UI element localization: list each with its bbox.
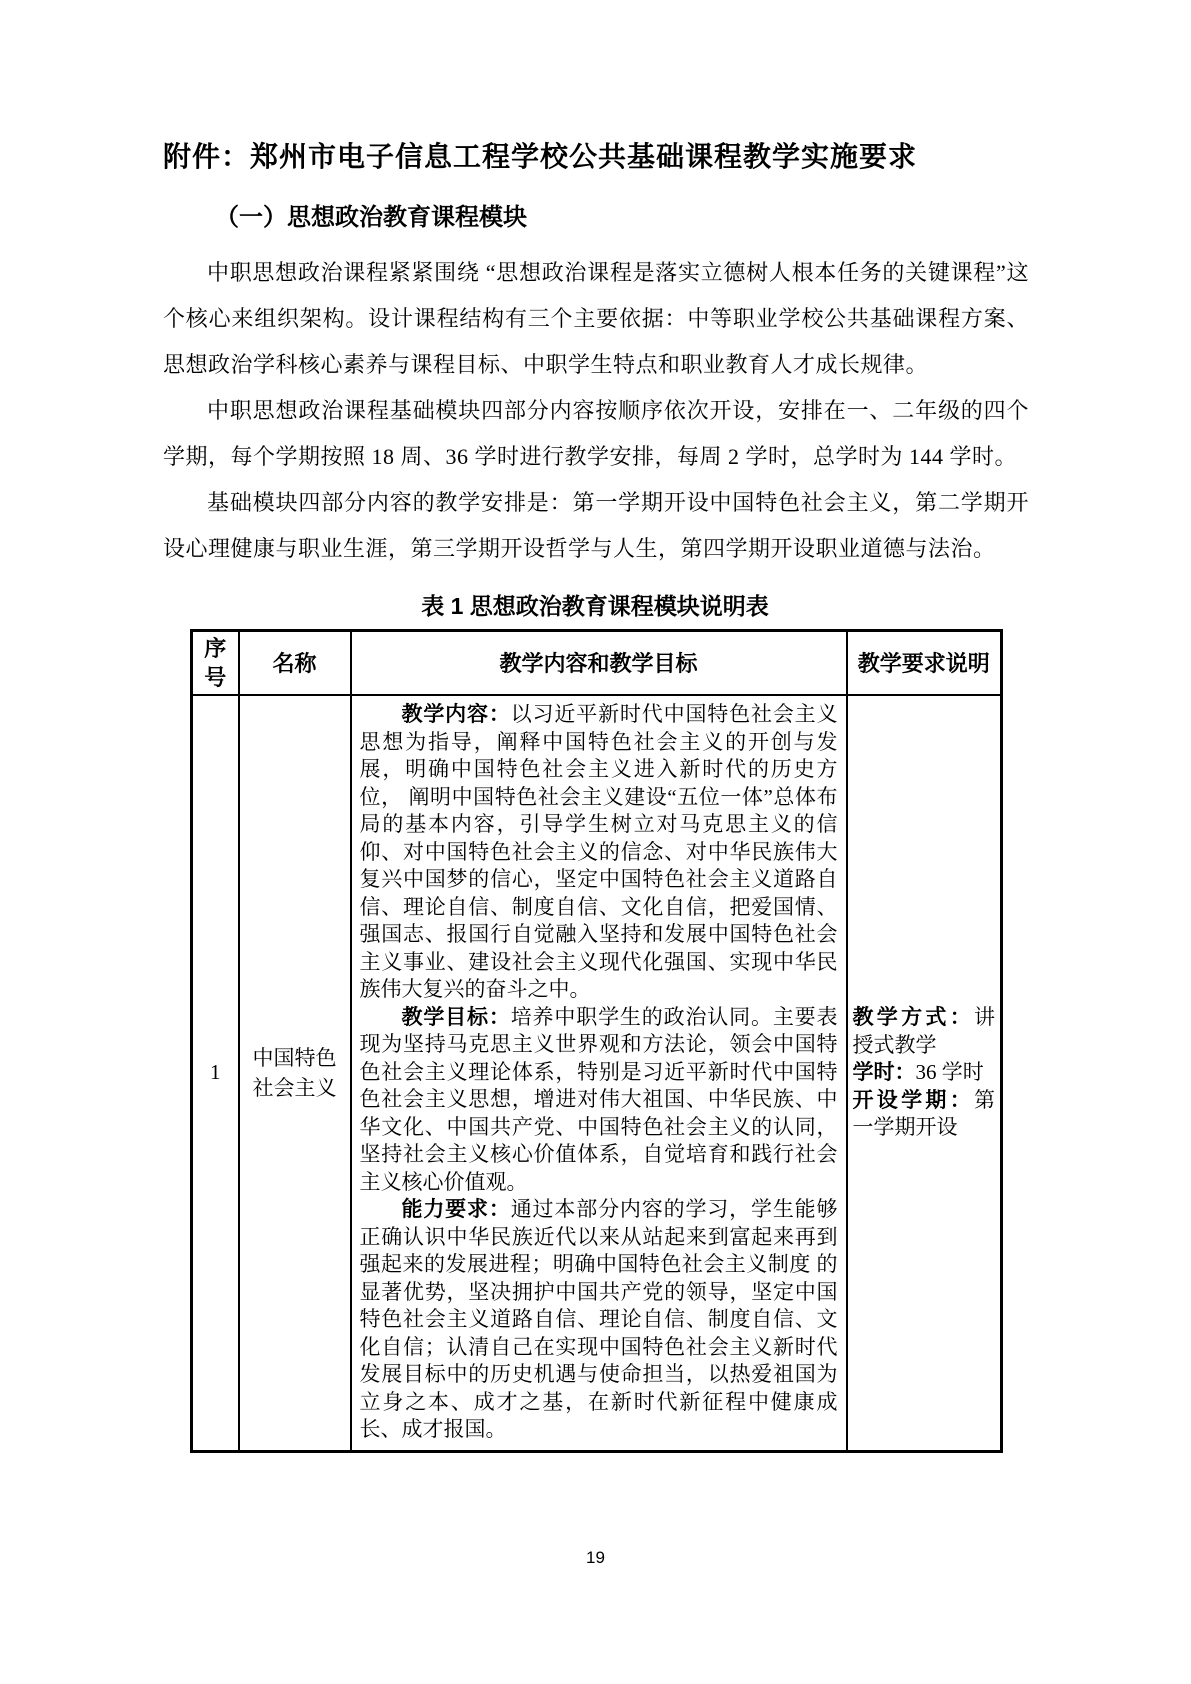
page-title: 附件：郑州市电子信息工程学校公共基础课程教学实施要求 [163, 141, 918, 172]
cell-course-name: 中国特色社会主义 [239, 695, 351, 1451]
body-paragraphs [163, 250, 1029, 572]
teaching-objectives-text: 培养中职学生的政治认同。主要表现为坚持马克思主义世界观和方法论，领会中国特色社会主义理论体系，特别是习近平新时代中国特色社会主义思想，增进对伟大祖国、中华民族、中华文化、中国共产党、中国特色社会主义的认同，坚持社会主义核心价值体系，自觉培育和践行社会主义核心价值观。 [359, 1004, 838, 1194]
requirement-teaching-method [853, 1004, 996, 1059]
paragraph: 基础模块四部分内容的教学安排是：第一学期开设中国特色社会主义，第二学期开设心理健康与职业生涯，第三学期开设哲学与人生，第四学期开设职业道德与法治。 [163, 490, 1029, 561]
paragraph: 中职思想政治课程紧紧围绕 “思想政治课程是落实立德树人根本任务的关键课程”这个核心来组织架构。设计课程结构有三个主要依据：中等职业学校公共基础课程方案、思想政治学科核心素养与课程目标、中职学生特点和职业教育人才成长规律。 [163, 260, 1029, 377]
header-serial-number: 序号 [192, 631, 239, 696]
semester-text: 第一学期开设 [852, 1087, 995, 1139]
teaching-content-label: 教学内容： [401, 703, 511, 726]
page-number: 19 [586, 1548, 605, 1567]
class-hours-text: 36 学时 [915, 1060, 984, 1084]
teaching-method-label: 教学方式： [852, 1006, 974, 1029]
ability-requirements-label: 能力要求： [401, 1198, 511, 1221]
requirement-semester [853, 1087, 996, 1142]
requirement-class-hours [853, 1059, 996, 1087]
ability-requirements-paragraph [360, 1196, 838, 1444]
teaching-method-text: 讲授式教学 [852, 1005, 995, 1057]
paragraph: 中职思想政治课程基础模块四部分内容按顺序依次开设，安排在一、二年级的四个学期，每个学期按照 18 周、36 学时进行教学安排，每周 2 学时，总学时为 144 学时。 [163, 398, 1029, 469]
teaching-objectives-label: 教学目标： [401, 1005, 511, 1029]
semester-label: 开设学期： [852, 1088, 974, 1112]
document-content [163, 138, 1029, 1453]
table-header-row [192, 631, 1002, 696]
table-row [192, 695, 1002, 1451]
ability-requirements-text: 通过本部分内容的学习，学生能够正确认识中华民族近代以来从站起来到富起来再到强起来的发展进程；明确中国特色社会主义制度 的显著优势，坚决拥护中国共产党的领导，坚定中国特色社会主义道路自信、理论自信、制度自信、文化自信；认清自己在实现中国特色社会主义新时代发展目标中的历史机遇与使命担当，以热爱祖国为立身之本、成才之基，在新时代新征程中健康成长、成才报国。 [359, 1197, 838, 1441]
teaching-content-paragraph [360, 701, 838, 1004]
teaching-content-text: 以习近平新时代中国特色社会主义思想为指导，阐释中国特色社会主义的开创与发展，明确中国特色社会主义进入新时代的历史方位， 阐明中国特色社会主义建设“五位一体”总体布局的基本内容，引导学生树立对马克思主义的信仰、对中国特色社会主义的信念、对中华民族伟大复兴中国梦的信心，坚定中国特色社会主义道路自信、理论自信、制度自信、文化自信，把爱国情、强国志、报国行自觉融入坚持和发展中国特色社会主义事业、建设社会主义现代化强国、实现中华民族伟大复兴的奋斗之中。 [359, 702, 838, 1001]
cell-content-and-objectives [351, 695, 847, 1451]
cell-requirements [847, 695, 1002, 1451]
class-hours-label: 学时： [852, 1061, 916, 1084]
teaching-objectives-paragraph [360, 1004, 838, 1197]
cell-serial-number: 1 [192, 695, 239, 1451]
header-course-name: 名称 [239, 631, 351, 696]
course-module-table [190, 629, 1003, 1453]
header-requirements: 教学要求说明 [847, 631, 1002, 696]
table-caption: 表 1 思想政治教育课程模块说明表 [421, 593, 769, 619]
section-heading: （一）思想政治教育课程模块 [215, 204, 527, 231]
header-content-and-objectives: 教学内容和教学目标 [351, 631, 847, 696]
